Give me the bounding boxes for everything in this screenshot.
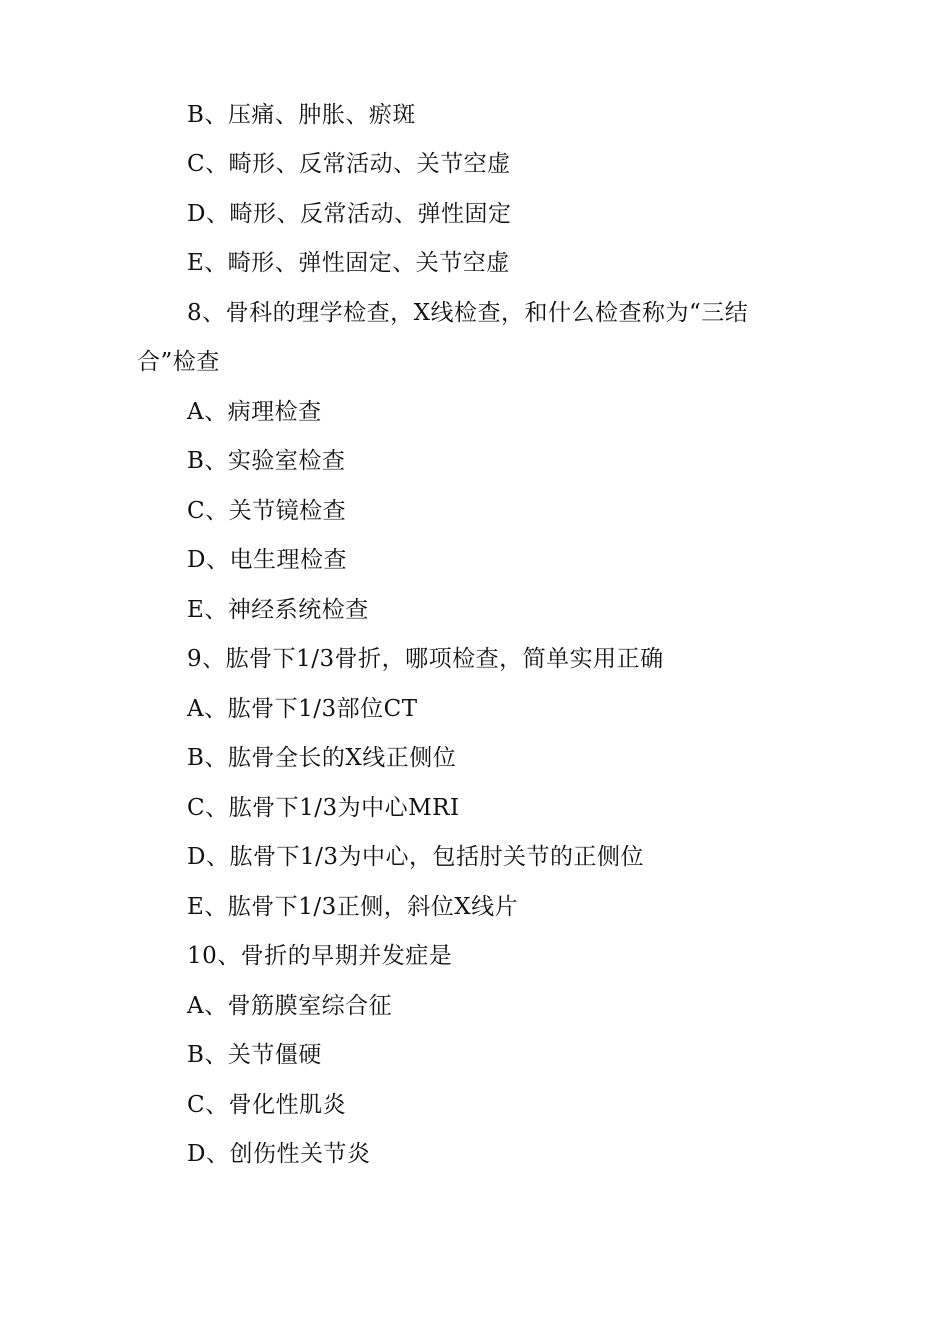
option-line: D、电生理检查: [187, 547, 347, 573]
option-line: D、畸形、反常活动、弹性固定: [187, 201, 512, 227]
question-line: 8、骨科的理学检查，X线检查，和什么检查称为“三结: [187, 300, 749, 326]
option-line: A、骨筋膜室综合征: [187, 993, 393, 1019]
option-line: B、肱骨全长的X线正侧位: [187, 745, 457, 771]
option-line: C、关节镜检查: [187, 498, 347, 524]
option-line: A、病理检查: [187, 399, 322, 425]
option-line: D、肱骨下1/3为中心，包括肘关节的正侧位: [187, 844, 644, 870]
option-line: E、肱骨下1/3正侧，斜位X线片: [187, 894, 519, 920]
option-line: C、肱骨下1/3为中心MRI: [187, 795, 460, 821]
option-line: C、骨化性肌炎: [187, 1092, 347, 1118]
question-line: 10、骨折的早期并发症是: [187, 943, 453, 969]
option-line: B、关节僵硬: [187, 1042, 322, 1068]
option-line: D、创伤性关节炎: [187, 1141, 371, 1167]
option-line: E、神经系统检查: [187, 597, 369, 623]
question-line: 9、肱骨下1/3骨折，哪项检查，简单实用正确: [187, 646, 664, 672]
option-line: B、实验室检查: [187, 448, 346, 474]
option-line: C、畸形、反常活动、关节空虚: [187, 151, 511, 177]
option-line: B、压痛、肿胀、瘀斑: [187, 102, 416, 128]
option-line: A、肱骨下1/3部位CT: [187, 696, 418, 722]
question-line-continuation: 合”检查: [137, 349, 220, 375]
option-line: E、畸形、弹性固定、关节空虚: [187, 250, 510, 276]
